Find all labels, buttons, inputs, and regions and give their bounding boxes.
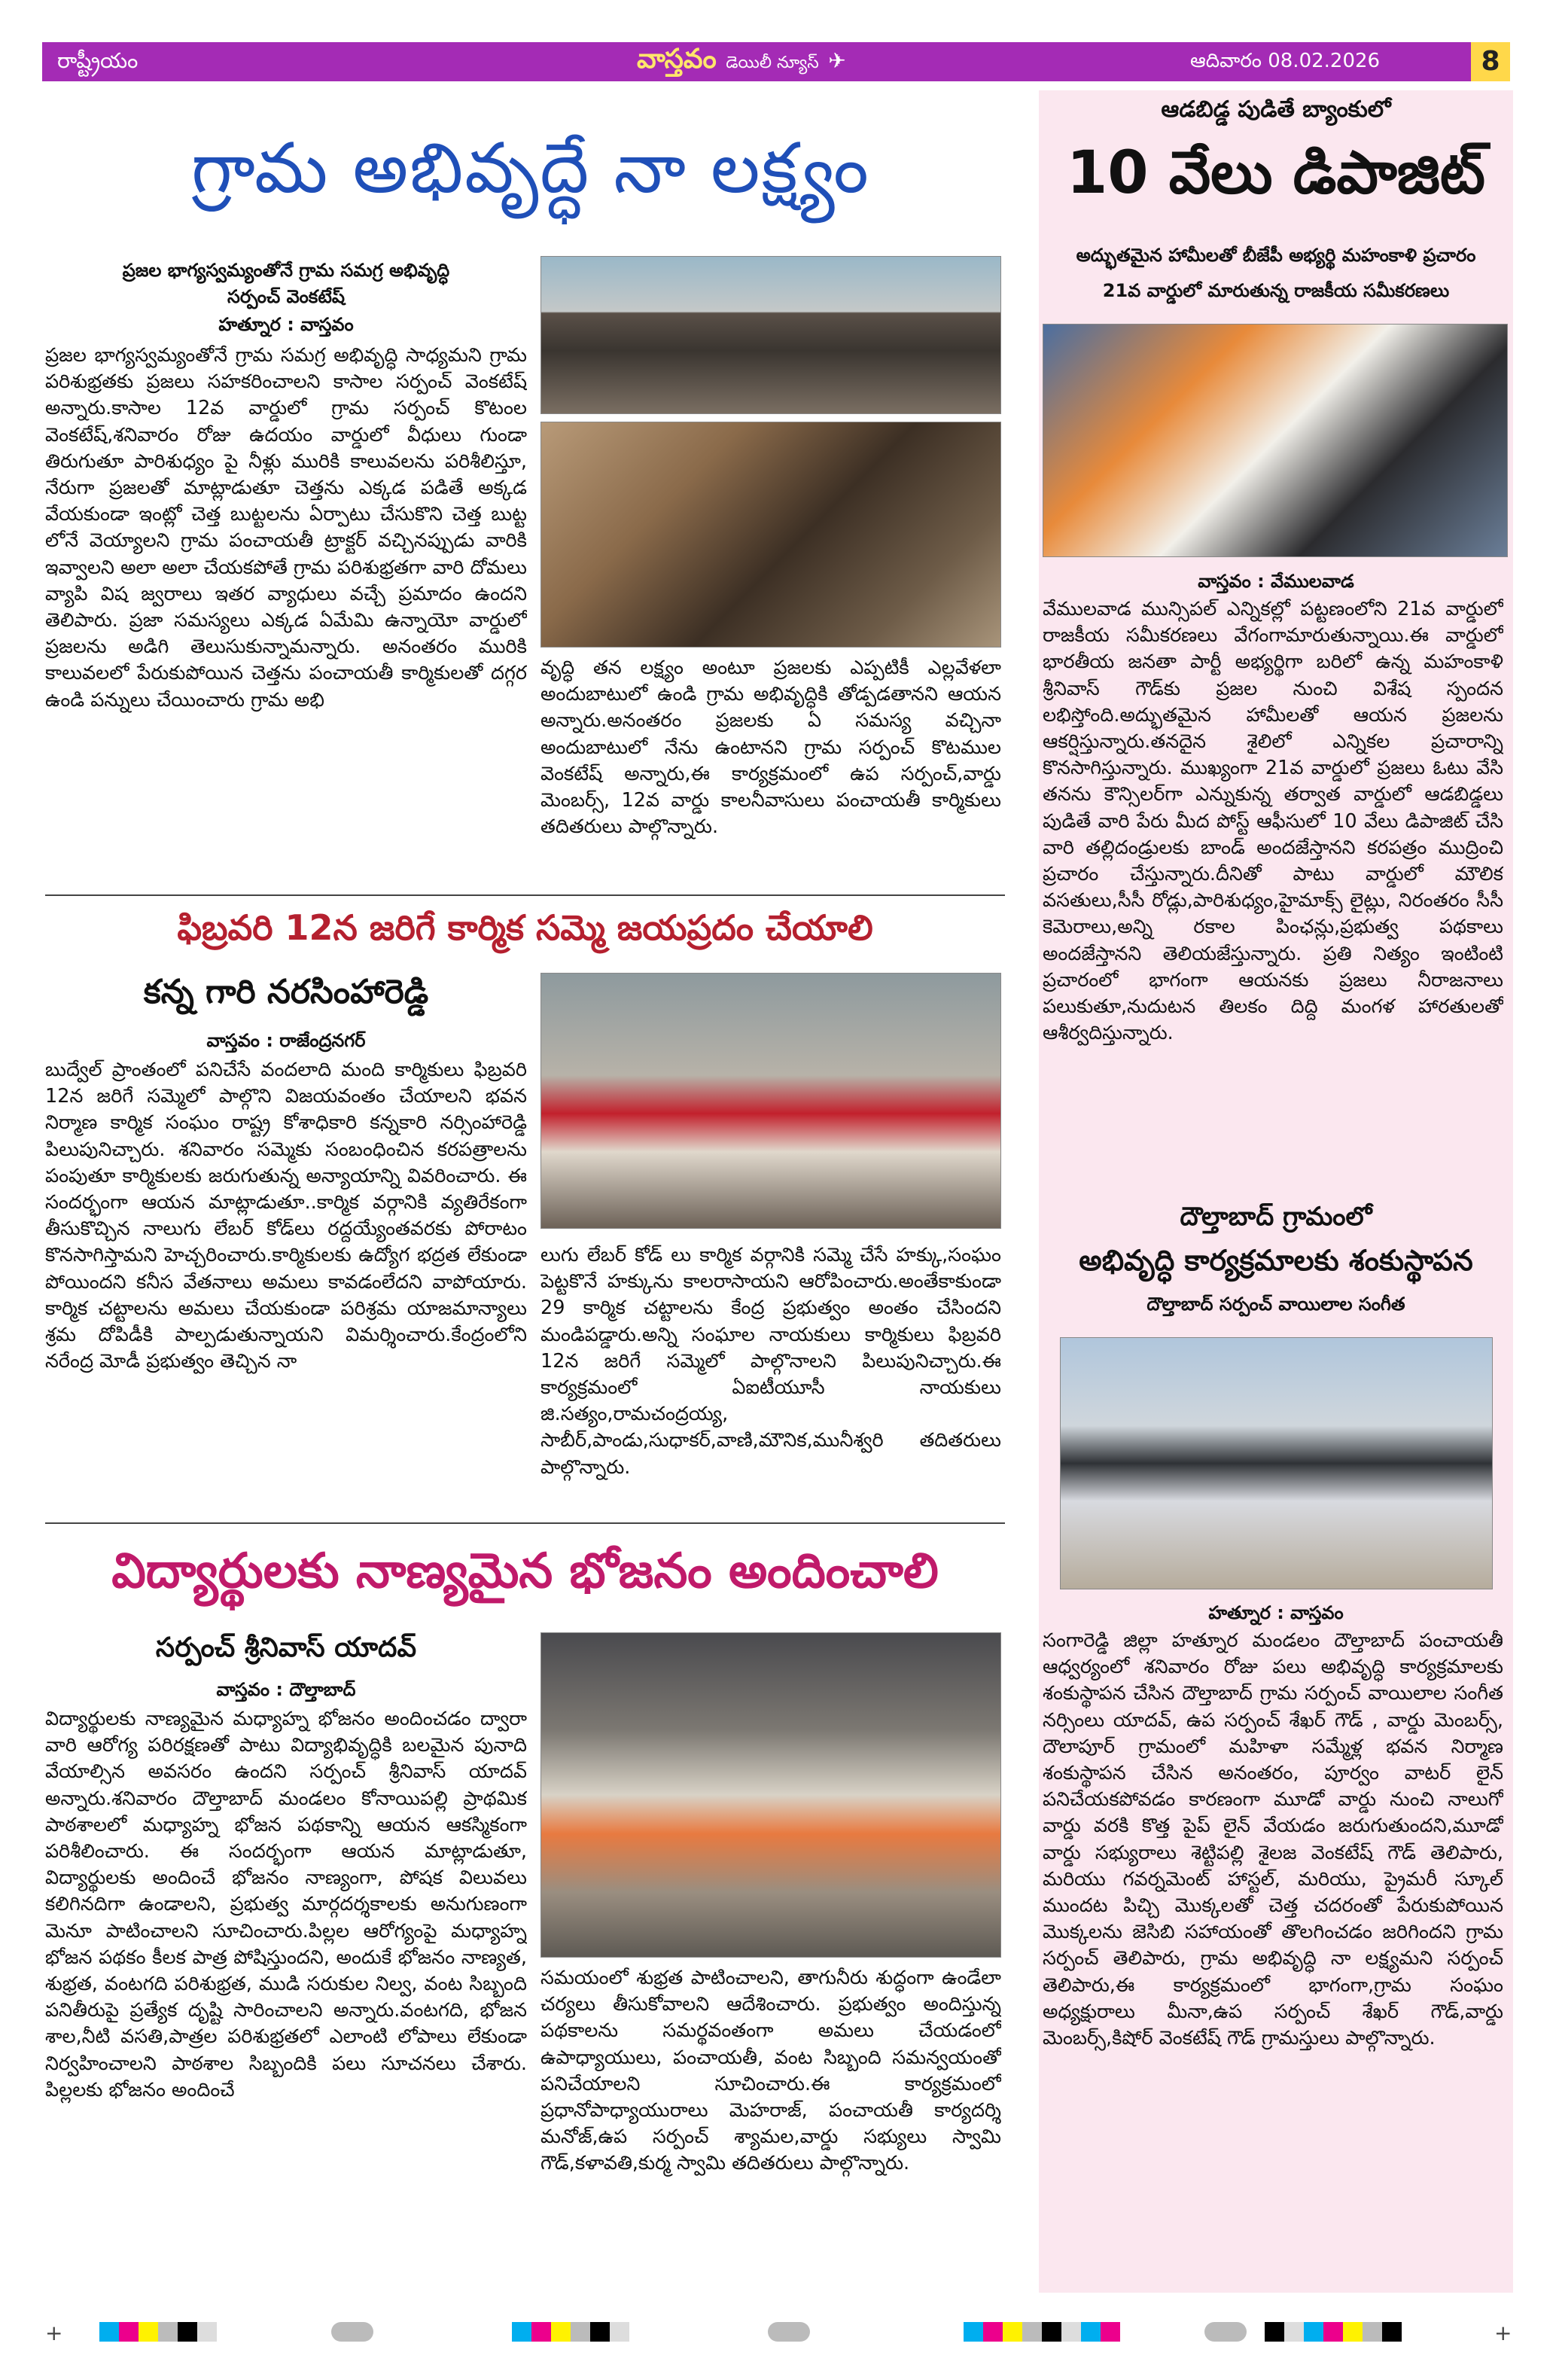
register-oval (1204, 2322, 1247, 2342)
story1-subhead: ప్రజల భాగ్యస్వమ్యంతోనే గ్రామ సమగ్ర అభివృద్ధి (122, 260, 450, 281)
story2-column2: లుగు లేబర్ కోడ్ లు కార్మిక వర్గానికి సమ్మె చేసే హక్కు,సంఘం పెట్టకొనే హక్కును కాలరాసాయని ఆరోపించారు.అంతేకాకుండా 29 కార్మిక చట్టాలను కేంద్ర ప్రభుత్వం అంతం చేసిందని మండిపడ్డారు.అన్ని సంఘాల నాయకులు కార్మికులు ఫిబ్రవరి 12న జరిగే సమ్మెలో పాల్గొనాలని పిలుపునిచ్చారు.ఈ కార్యక్రమంలో ఏఐటీయూసీ నాయకులు జి.సత్యం,రామచంద్రయ్య, సాబీర్,పాండు,సుధాకర్,వాణి,మౌనిక,మునీశ్వరి తదితరులు పాల్గొన్నారు. (540, 1244, 1001, 1479)
side2-body: సంగారెడ్డి జిల్లా హత్నూర మండలం దౌల్తాబాద్ పంచాయతీ ఆధ్వర్యంలో శనివారం రోజు పలు అభివృద్ధి కార్యక్రమాలకు శంకుస్థాపన చేసిన దౌల్తాబాద్ గ్రామ సర్పంచ్ వాయిలాల సంగీత నర్సింలు యాదవ్, ఉప సర్పంచ్ శేఖర్ గౌడ్ , వార్డు మెంబర్స్, దౌలాపూర్ గ్రామంలో మహిళా సమ్మేళ్ల భవన నిర్మాణ శంకుస్థాపన చేసిన అనంతరం, పూర్వం వాటర్ లైన్ పనిచేయకపోవడం కారణంగా మూడో వార్డు నుంచి నాలుగో వార్డు వరకి కొత్త పైప్ లైన్ వేయడం జరుగుతుందని,మూడో వార్డు సభ్యురాలు శెట్టిపల్లి శైలజ వెంకటేష్ గౌడ్ తెలిపారు, మరియు గవర్నమెంట్ హాస్టల్, మరియు, ప్రైమరీ స్కూల్ ముందట పిచ్చి మొక్కలతో చెత్త చదరంతో పేరుకుపోయిన మొక్కలను జెసిబి సహాయంతో తొలగించడం జరిగిందని గ్రామ సర్పంచ్ తెలిపారు, గ్రామ అభివృద్ధి నా లక్ష్యమని సర్పంచ్ తెలిపారు,ఈ కార్యక్రమంలో భాగంగా,గ్రామ సంఘం అధ్యక్షురాలు మీనా,ఉప సర్పంచ్ శేఖర్ గౌడ్,వార్డు మెంబర్స్,కిషోర్ వెంకటేష్ గౌడ్ గ్రామస్తులు పాల్గొన్నారు. (1043, 1629, 1503, 2050)
story3-headline: విద్యార్థులకు నాణ్యమైన భోజనం అందించాలి (111, 1543, 939, 1599)
story1-headline: గ్రామ అభివృద్ధే నా లక్ష్యం (191, 128, 870, 209)
color-bar (1265, 2322, 1402, 2342)
story3-column2: సమయంలో శుభ్రత పాటించాలని, తాగునీరు శుద్ధంగా ఉండేలా చర్యలు తీసుకోవాలని ఆదేశించారు. ప్రభుత్వం అందిస్తున్న పథకాలను సమర్థవంతంగా అమలు చేయడంలో ఉపాధ్యాయులు, పంచాయతీ, వంట సిబ్బంది సమన్వయంతో పనిచేయాలని సూచించారు.ఈ కార్యక్రమంలో ప్రధానోపాధ్యాయురాలు మెహరాజ్, పంచాయతీ కార్యదర్శి మనోజ్,ఉప సర్పంచ్ శ్యామల,వార్డు సభ్యులు స్వామి గౌడ్,కళావతి,కుర్మ స్వామి తదితరులు పాల్గొన్నారు. (540, 1967, 1001, 2175)
story1-photo-group (540, 256, 1001, 414)
story1-column2: వృద్ధి తన లక్ష్యం అంటూ ప్రజలకు ఎప్పటికీ ఎల్లవేళలా అందుబాటులో ఉండి గ్రామ అభివృద్ధికి తోడ్పడతానని ఆయన అన్నారు.అనంతరం ప్రజలకు ఏ సమస్య వచ్చినా అందుబాటులో నేను ఉంటానని గ్రామ సర్పంచ్ కొటముల వెంకటేష్ అన్నారు,ఈ కార్యక్రమంలో ఉప సర్పంచ్,వార్డు మెంబర్స్, 12వ వార్డు కాలనీవాసులు పంచాయతీ కార్మికులు తదితరులు పాల్గొన్నారు. (540, 657, 1001, 839)
story2-dateline: వాస్తవం : రాజేంద్రనగర్ (206, 1030, 366, 1051)
story3-dateline: వాస్తవం : దౌల్తాబాద్ (216, 1679, 356, 1700)
section-name: రాష్ట్రీయం (57, 48, 139, 73)
side1-sub2: 21వ వార్డులో మారుతున్న రాజకీయ సమీకరణలు (1102, 280, 1450, 301)
side2-dateline: హత్నూర : వాస్తవం (1208, 1602, 1344, 1623)
side2-kicker: దౌల్తాబాద్ గ్రామంలో (1180, 1202, 1372, 1232)
story1-dateline: హత్నూర : వాస్తవం (218, 314, 354, 335)
register-oval (768, 2322, 810, 2342)
story1-byline: సర్పంచ్ వెంకటేష్ (227, 286, 345, 307)
divider (45, 894, 1005, 896)
side1-kicker: ఆడబిడ్డ పుడితే బ్యాంకులో (1161, 96, 1391, 123)
side2-photo-foundation (1060, 1337, 1493, 1589)
story3-byline: సర్పంచ్ శ్రీనివాస్ యాదవ్ (155, 1632, 417, 1663)
story1-photo-workers (540, 422, 1001, 648)
divider (45, 1522, 1005, 1524)
color-bar (964, 2322, 1120, 2342)
print-marks (45, 2318, 1513, 2348)
story2-headline: ఫిబ్రవరి 12న జరిగే కార్మిక సమ్మె జయప్రదం చేయాలి (177, 907, 873, 948)
side1-body: వేములవాడ మున్సిపల్ ఎన్నికల్లో పట్టణంలోని 21వ వార్డులో రాజకీయ సమీకరణలు వేగంగామారుతున్నాయి.ఈ వార్డులో భారతీయ జనతా పార్టీ అభ్యర్థిగా బరిలో ఉన్న మహంకాళి శ్రీనివాస్ గౌడ్‌కు ప్రజల నుంచి విశేష స్పందన లభిస్తోంది.అద్భుతమైన హామీలతో ఆయన ప్రజలను ఆకర్షిస్తున్నారు.తనదైన శైలిలో ఎన్నికల ప్రచారాన్ని కొనసాగిస్తున్నారు. ముఖ్యంగా 21వ వార్డులో ప్రజలు ఓటు వేసి తనను కౌన్సిలర్‌గా ఎన్నుకున్న తర్వాత వార్డులో ఆడబిడ్డలు పుడితే వారి పేరు మీద పోస్ట్ ఆఫీసులో 10 వేలు డిపాజిట్ చేసి వారి తల్లిదండ్రులకు బాండ్ అందజేస్తానని కరపత్రం ముద్రించి ప్రచారం చేస్తున్నారు.దీనితో పాటు వార్డులో మౌలిక వసతులు,సీసీ రోడ్లు,పారిశుధ్యం,హైమాక్స్ లైట్లు, నిరంతరం సీసీ కెమెరాలు,అన్ని రకాల పింఛన్లు,ప్రభుత్వ పథకాలు అందజేస్తానని తెలియజేస్తున్నారు. ప్రతి నిత్యం ఇంటింటి ప్రచారంలో భాగంగా ఆయనకు ప్రజలు నీరాజనాలు పలుకుతూ,నుదుటన తిలకం దిద్ది మంగళ హారతులతో ఆశీర్వదిస్తున్నారు. (1043, 598, 1503, 1045)
side1-headline: 10 వేలు డిపాజిట్ (1067, 139, 1485, 207)
masthead-title: వాస్తవం (637, 44, 717, 75)
crosshair-icon: + (45, 2321, 63, 2345)
color-bar (99, 2322, 217, 2342)
page-number: 8 (1471, 42, 1510, 81)
side1-dateline: వాస్తవం : వేములవాడ (1198, 571, 1354, 592)
dove-logo-icon: ✈ (828, 48, 846, 73)
masthead (637, 44, 846, 81)
side2-byline: దౌల్తాబాద్ సర్పంచ్ వాయిలాల సంగీత (1146, 1294, 1405, 1315)
side2-headline: అభివృద్ధి కార్యక్రమాలకు శంకుస్థాపన (1079, 1244, 1473, 1277)
story3-photo-school (540, 1632, 1001, 1958)
color-bar (512, 2322, 629, 2342)
side1-photo-campaign (1043, 324, 1508, 557)
story3-column1: విద్యార్థులకు నాణ్యమైన మధ్యాహ్న భోజనం అందించడం ద్వారా వారి ఆరోగ్య పరిరక్షణతో పాటు విద్యాభివృద్ధికి బలమైన పునాది వేయాల్సిన అవసరం ఉందని సర్పంచ్ శ్రీనివాస్ యాదవ్ అన్నారు.శనివారం దౌల్తాబాద్ మండలం కోనాయిపల్లి ప్రాథమిక పాఠశాలలో మధ్యాహ్న భోజన పథకాన్ని ఆయన ఆకస్మికంగా పరిశీలించారు. ఈ సందర్భంగా ఆయన మాట్లాడుతూ, విద్యార్థులకు అందించే భోజనం నాణ్యంగా, పోషక విలువలు కలిగినదిగా ఉండాలని, ప్రభుత్వ మార్గదర్శకాలకు అనుగుణంగా మెనూ పాటించాలని సూచించారు.పిల్లల ఆరోగ్యంపై మధ్యాహ్న భోజన పథకం కీలక పాత్ర పోషిస్తుందని, అందుకే భోజనం నాణ్యత, శుభ్రత, వంటగది పరిశుభ్రత, ముడి సరుకుల నిల్వ, వంట సిబ్బంది పనితీరుపై ప్రత్యేక దృష్టి సారించాలని అన్నారు.వంటగది, భోజన శాల,నీటి వసతి,పాత్రల పరిశుభ్రతలో ఎలాంటి లోపాలు లేకుండా నిర్వహించాలని పాఠశాల సిబ్బందికి పలు సూచనలు చేశారు. పిల్లలకు భోజనం అందించే (45, 1708, 527, 2101)
register-oval (331, 2322, 373, 2342)
story1-column1: ప్రజల భాగ్యస్వమ్యంతోనే గ్రామ సమగ్ర అభివృద్ధి సాధ్యమని గ్రామ పరిశుభ్రతకు ప్రజలు సహకరించాలని కాసాల సర్పంచ్ వెంకటేష్ అన్నారు.కాసాల 12వ వార్డులో గ్రామ సర్పంచ్ కొటంల వెంకటేష్,శనివారం రోజు ఉదయం వార్డులో వీధులు గుండా తిరుగుతూ పారిశుధ్యం పై నీళ్లు మురికి కాలువలను పరిశీలిస్తూ, నేరుగా ప్రజలతో మాట్లాడుతూ చెత్తను ఎక్కడ పడితే అక్కడ వేయకుండా ఇంట్లో చెత్త బుట్టలను ఏర్పాటు చేసుకొని చెత్త బుట్ట లోనే వెయ్యాలని గ్రామ పంచాయతీ ట్రాక్టర్ వచ్చినప్పుడు వారికి ఇవ్వాలని అలా అలా చేయకపోతే గ్రామ పరిశుభ్రతగా వారి దోమలు వ్యాపి విష జ్వరాలు ఇతర వ్యాధులు వచ్చే ప్రమాదం ఉందని తెలిపారు. ప్రజా సమస్యలు ఎక్కడ ఏమేమి ఉన్నాయో వార్డులో ప్రజలను అడిగి తెలుసుకున్నామన్నారు. అనంతరం మురికి కాలువలలో పేరుకుపోయిన చెత్తను పంచాయతీ కార్మికులతో దగ్గర ఉండి పన్నులు చేయించారు గ్రామ అభి (45, 344, 527, 712)
header-bar (42, 42, 1471, 81)
side1-sub1: అద్భుతమైన హామీలతో బీజేపీ అభ్యర్థి మహంకాళి ప్రచారం (1076, 245, 1476, 266)
issue-date: ఆదివారం 08.02.2026 (1190, 50, 1381, 72)
story2-byline: కన్న గారి నరసింహారెడ్డి (143, 973, 429, 1011)
masthead-subtitle: డెయిలీ న్యూస్ (726, 53, 819, 72)
story2-column1: బుద్వేల్ ప్రాంతంలో పనిచేసే వందలాది మంది కార్మికులు ఫిబ్రవరి 12న జరిగే సమ్మెలో పాల్గొని విజయవంతం చేయాలని భవన నిర్మాణ కార్మిక సంఘం రాష్ట్ర కోశాధికారి కన్నకారి నర్సింహారెడ్డి పిలుపునిచ్చారు. శనివారం సమ్మెకు సంబంధించిన కరపత్రాలను పంపుతూ కార్మికులకు జరుగుతున్న అన్యాయాన్ని వివరించారు. ఈ సందర్భంగా ఆయన మాట్లాడుతూ..కార్మిక వర్గానికి వ్యతిరేకంగా తీసుకొచ్చిన నాలుగు లేబర్ కోడ్‌లు రద్దయ్యేంతవరకు పోరాటం కొనసాగిస్తామని హెచ్చరించారు.కార్మికులకు ఉద్యోగ భద్రత లేకుండా పోయిందని కనీస వేతనాలు అమలు కావడంలేదని వాపోయారు. కార్మిక చట్టాలను అమలు చేయకుండా పరిశ్రమ యాజమాన్యాలు శ్రమ దోపిడీకి పాల్పడుతున్నాయని విమర్శించారు.కేంద్రంలోని నరేంద్ర మోడీ ప్రభుత్వం తెచ్చిన నా (45, 1059, 527, 1373)
story2-photo-union (540, 973, 1001, 1229)
crosshair-icon: + (1494, 2321, 1512, 2345)
